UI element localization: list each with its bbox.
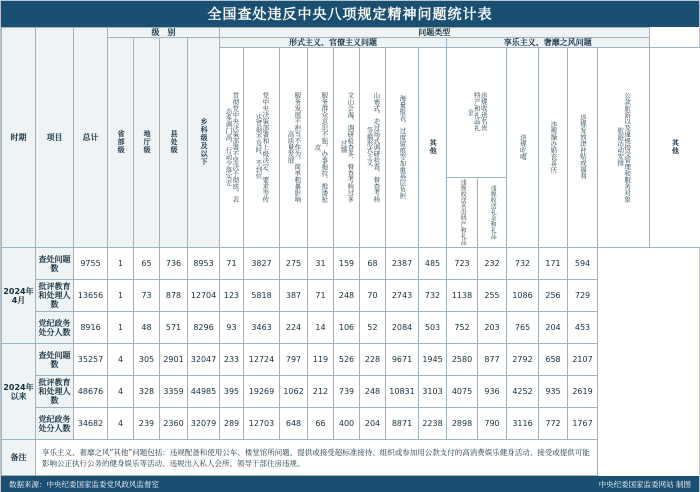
cell-hedonism: 2898: [447, 408, 478, 440]
note-row: [2, 440, 700, 476]
cell-hedonism: 2619: [568, 376, 598, 408]
cell-hedonism: 594: [568, 248, 598, 280]
cell-level: 73: [134, 280, 160, 312]
cell-total: 35257: [74, 344, 108, 376]
cell-total: 13656: [74, 280, 108, 312]
cell-formalism: 3103: [419, 376, 447, 408]
cell-hedonism: 790: [478, 408, 507, 440]
cell-level: 2901: [160, 344, 188, 376]
cell-level: 239: [134, 408, 160, 440]
header-hedonism-col-1: 违规收送名贵特产和礼品礼金: [447, 48, 507, 178]
header-time: 时期: [2, 28, 36, 248]
header-hedonism-col-other: 其他: [649, 48, 700, 248]
cell-formalism: 71: [220, 248, 244, 280]
header-hedonism-col-5: 公款旅游以及違规接受管理和服务对象旅游活动安排: [598, 48, 650, 248]
cell-formalism: 66: [308, 408, 334, 440]
header-hedonism-col-3: 违规操办婚丧喜庆: [539, 48, 568, 248]
header-problem-type-group: 问题类型: [220, 28, 650, 38]
cell-formalism: 5818: [244, 280, 280, 312]
footer: [1, 476, 699, 492]
table-row: [2, 312, 700, 344]
cell-formalism: 3463: [244, 312, 280, 344]
cell-formalism: 52: [360, 312, 386, 344]
cell-formalism: 224: [280, 312, 308, 344]
cell-hedonism: 255: [478, 280, 507, 312]
cell-formalism: 400: [334, 408, 360, 440]
cell-formalism: 9671: [386, 344, 419, 376]
cell-hedonism: 935: [539, 376, 568, 408]
cell-formalism: 10831: [386, 376, 419, 408]
note-text: 享乐主义、奢靡之风“其他”问题包括：违规配备和使用公车、楼堂馆所问题、提供或接受超标准接待、组织或参加用公款支付的高消费娱乐健身活动、接受或提供可能影响公正执行公务的健身娱乐等活动、违规出入私人会所、领导干部住房违规。: [36, 440, 598, 476]
cell-formalism: 12724: [244, 344, 280, 376]
cell-hedonism: 732: [507, 248, 539, 280]
cell-level: 4: [108, 344, 134, 376]
cell-formalism: 70: [360, 280, 386, 312]
cell-formalism: 1062: [280, 376, 308, 408]
cell-formalism: 395: [220, 376, 244, 408]
cell-hedonism: 765: [507, 312, 539, 344]
cell-hedonism: 729: [568, 280, 598, 312]
cell-formalism: 2743: [386, 280, 419, 312]
cell-level: 4: [108, 376, 134, 408]
cell-hedonism: 2792: [507, 344, 539, 376]
header-formalism-col-6: 山寨式、走过场式调研检查、督查考核等搞形式主义: [360, 48, 386, 248]
cell-level: 2360: [160, 408, 188, 440]
cell-level: 571: [160, 312, 188, 344]
footer-source: 数据来源：中央纪委国家监委党风政风监督室: [9, 479, 159, 489]
cell-level: 32079: [188, 408, 220, 440]
cell-level: 44985: [188, 376, 220, 408]
cell-hedonism: 772: [539, 408, 568, 440]
header-formalism-col-4: 服务群众意识不强，办事拖拉、推诿扯皮: [308, 48, 334, 248]
cell-formalism: 503: [419, 312, 447, 344]
header-formalism-col-2: 党中央决策部署和上级决定、要求等传达贯彻不及时、不到位: [244, 48, 280, 248]
cell-hedonism: 171: [539, 248, 568, 280]
cell-level: 736: [160, 248, 188, 280]
cell-formalism: 68: [360, 248, 386, 280]
header-level-xianchu: 县处级: [160, 38, 188, 248]
cell-level: 305: [134, 344, 160, 376]
header-formalism-col-1: 贯彻党中央决策部署不坚决不彻底，表态多调门高、行动少落实差: [220, 48, 244, 248]
header-hedonism-col-1a: 违规收送名贵特产和礼品: [447, 178, 478, 248]
header-total: 总计: [74, 28, 108, 248]
cell-hedonism: 723: [447, 248, 478, 280]
row-item-label: 查处问题数: [36, 344, 74, 376]
page-title: 全国查处违反中央八项规定精神问题统计表: [1, 1, 699, 27]
cell-formalism: 2238: [419, 408, 447, 440]
cell-hedonism: 1086: [507, 280, 539, 312]
table-row: [2, 344, 700, 376]
cell-level: 48: [134, 312, 160, 344]
cell-hedonism: 936: [478, 376, 507, 408]
cell-total: 9755: [74, 248, 108, 280]
cell-level: 32047: [188, 344, 220, 376]
header-hedonism-group: 享乐主义、奢靡之风问题: [447, 38, 650, 48]
cell-total: 34682: [74, 408, 108, 440]
header-formalism-col-other: 其他: [419, 48, 447, 248]
header-hedonism-col-2: 违规吃喝: [507, 48, 539, 248]
cell-formalism: 106: [334, 312, 360, 344]
cell-hedonism: 453: [568, 312, 598, 344]
cell-formalism: 248: [334, 280, 360, 312]
cell-formalism: 233: [220, 344, 244, 376]
header-hedonism-col-4: 违规发放津补贴或福利: [568, 48, 598, 248]
cell-formalism: 732: [419, 280, 447, 312]
row-item-label: 批评教育和处理人数: [36, 376, 74, 408]
cell-formalism: 648: [280, 408, 308, 440]
row-item-label: 批评教育和处理人数: [36, 280, 74, 312]
table-row: [2, 408, 700, 440]
cell-level: 8296: [188, 312, 220, 344]
cell-hedonism: 877: [478, 344, 507, 376]
cell-hedonism: 658: [539, 344, 568, 376]
cell-formalism: 248: [360, 376, 386, 408]
row-item-label: 党纪政务处分人数: [36, 408, 74, 440]
cell-level: 1: [108, 312, 134, 344]
cell-formalism: 1945: [419, 344, 447, 376]
header-item: 项目: [36, 28, 74, 248]
cell-formalism: 739: [334, 376, 360, 408]
footer-credit: 中央纪委国家监委网站 制图: [598, 479, 691, 489]
header-formalism-col-5: 文山会海、调研检查多、督查考核过多过频: [334, 48, 360, 248]
row-period: 2024年4月: [2, 248, 36, 344]
table-row: [2, 248, 700, 280]
cell-hedonism: 752: [447, 312, 478, 344]
cell-formalism: 212: [308, 376, 334, 408]
cell-hedonism: 203: [478, 312, 507, 344]
cell-formalism: 275: [280, 248, 308, 280]
cell-formalism: 31: [308, 248, 334, 280]
cell-hedonism: 3116: [507, 408, 539, 440]
cell-formalism: 93: [220, 312, 244, 344]
cell-formalism: 228: [360, 344, 386, 376]
cell-level: 328: [134, 376, 160, 408]
cell-formalism: 119: [308, 344, 334, 376]
cell-level: 4: [108, 408, 134, 440]
cell-formalism: 289: [220, 408, 244, 440]
cell-formalism: 14: [308, 312, 334, 344]
cell-hedonism: 2107: [568, 344, 598, 376]
cell-level: 8953: [188, 248, 220, 280]
statistics-table: [1, 27, 700, 476]
row-item-label: 党纪政务处分人数: [36, 312, 74, 344]
row-item-label: 查处问题数: [36, 248, 74, 280]
cell-formalism: 387: [280, 280, 308, 312]
cell-formalism: 485: [419, 248, 447, 280]
cell-total: 8916: [74, 312, 108, 344]
cell-formalism: 526: [334, 344, 360, 376]
header-hedonism-col-1b: 违规收送礼金和礼品: [478, 178, 507, 248]
cell-formalism: 3827: [244, 248, 280, 280]
cell-hedonism: 232: [478, 248, 507, 280]
cell-level: 3359: [160, 376, 188, 408]
cell-formalism: 797: [280, 344, 308, 376]
cell-level: 12704: [188, 280, 220, 312]
table-row: [2, 376, 700, 408]
header-formalism-col-7: 海量报表、过度留痕等加重基层负担: [386, 48, 419, 248]
cell-level: 1: [108, 280, 134, 312]
cell-formalism: 2387: [386, 248, 419, 280]
header-formalism-group: 形式主义、官僚主义问题: [220, 38, 447, 48]
cell-hedonism: 4075: [447, 376, 478, 408]
table-row: [2, 280, 700, 312]
cell-level: 1: [108, 248, 134, 280]
cell-hedonism: 204: [539, 312, 568, 344]
header-level-diting: 地厅级: [134, 38, 160, 248]
cell-formalism: 159: [334, 248, 360, 280]
header-level-sheng: 省部级: [108, 38, 134, 248]
header-level-group: 级 别: [108, 28, 220, 38]
cell-formalism: 12703: [244, 408, 280, 440]
header-level-xiangke: 乡科级及以下: [188, 38, 220, 248]
cell-hedonism: 1138: [447, 280, 478, 312]
cell-formalism: 2084: [386, 312, 419, 344]
cell-formalism: 123: [220, 280, 244, 312]
cell-level: 65: [134, 248, 160, 280]
cell-hedonism: 256: [539, 280, 568, 312]
cell-formalism: 204: [360, 408, 386, 440]
cell-hedonism: 2580: [447, 344, 478, 376]
cell-formalism: 71: [308, 280, 334, 312]
header-formalism-col-3: 服务发展不担当不作为，简单粗暴影响高质量发展: [280, 48, 308, 248]
cell-hedonism: 4252: [507, 376, 539, 408]
cell-total: 48676: [74, 376, 108, 408]
cell-formalism: 19269: [244, 376, 280, 408]
note-label: 备注: [2, 440, 36, 476]
cell-hedonism: 1767: [568, 408, 598, 440]
cell-formalism: 8871: [386, 408, 419, 440]
cell-level: 878: [160, 280, 188, 312]
row-period: 2024年以来: [2, 344, 36, 440]
